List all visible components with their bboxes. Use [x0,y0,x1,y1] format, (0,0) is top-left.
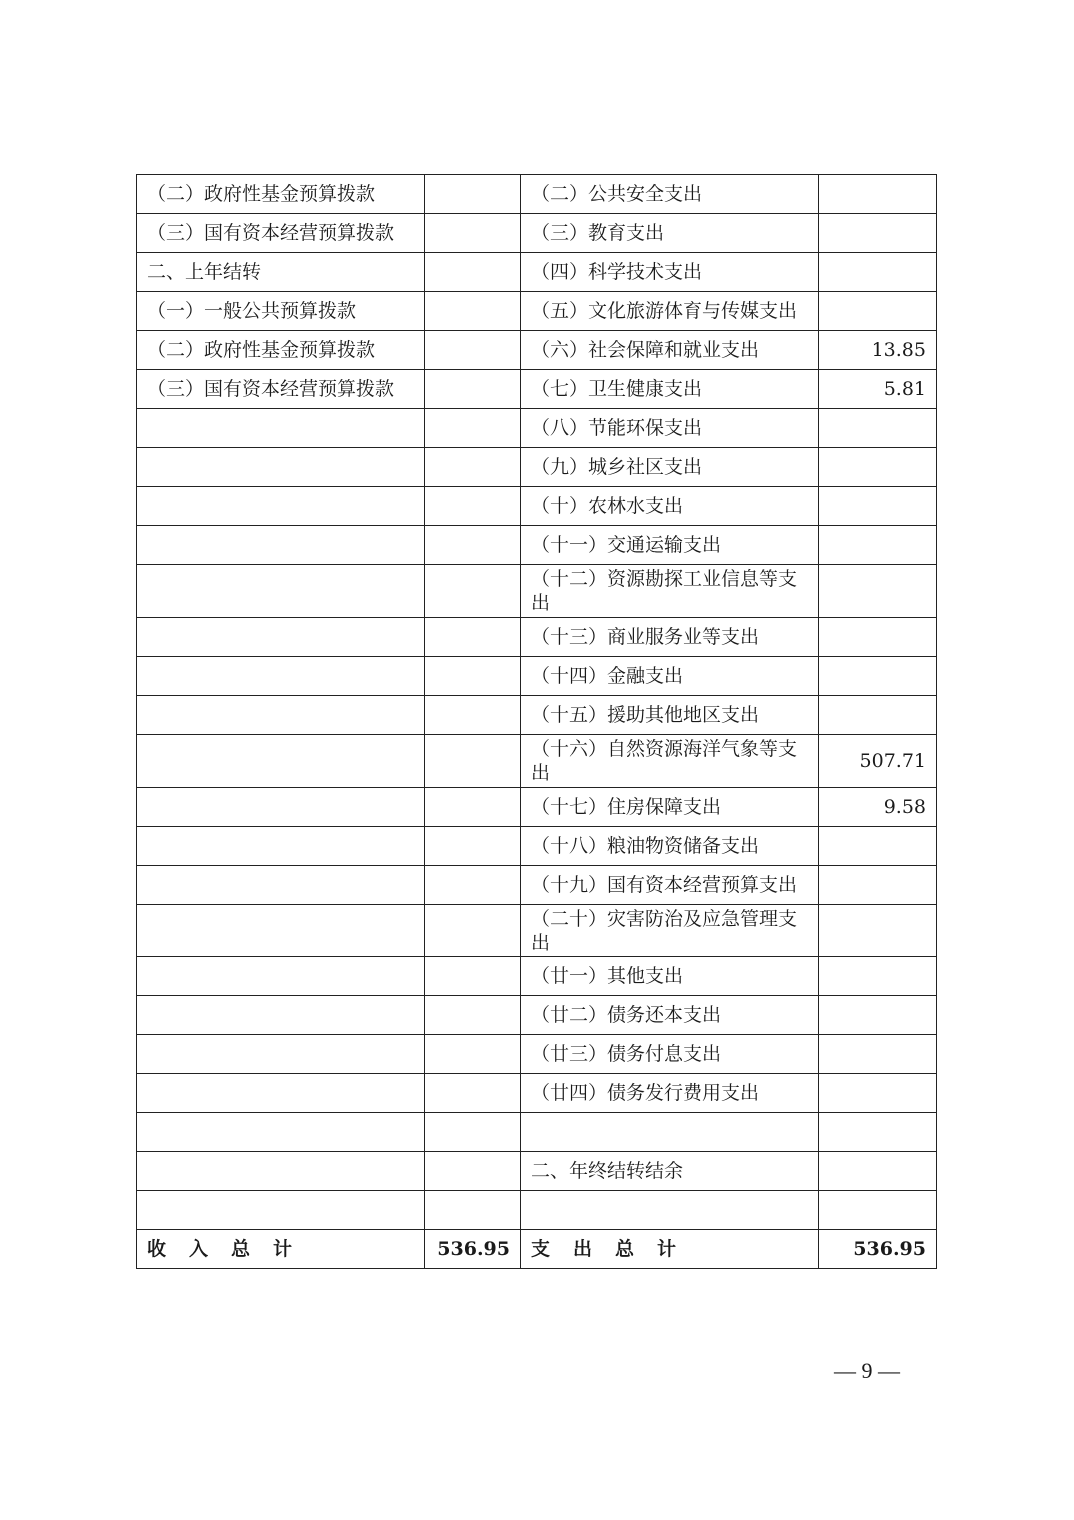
expense-item-cell: （二）公共安全支出 [521,175,819,214]
income-amount-cell [425,1191,521,1230]
table-row [137,370,937,409]
expense-item-cell: （十）农林水支出 [521,487,819,526]
income-amount-cell [425,788,521,827]
table-row [137,618,937,657]
income-amount-cell [425,370,521,409]
expense-amount-cell [819,1074,937,1113]
income-total-label: 收 入 总 计 [137,1230,425,1269]
table-row [137,253,937,292]
expense-amount-cell [819,175,937,214]
income-amount-cell [425,657,521,696]
expense-item-cell: （廿四）债务发行费用支出 [521,1074,819,1113]
income-amount-cell [425,214,521,253]
expense-amount-cell [819,292,937,331]
table-row [137,905,937,957]
income-item-cell [137,657,425,696]
expense-amount-cell [819,657,937,696]
expense-item-cell: （十二）资源勘探工业信息等支出 [521,565,819,618]
income-item-cell [137,996,425,1035]
table-row [137,735,937,788]
income-item-cell [137,1191,425,1230]
table-row [137,487,937,526]
income-item-cell [137,448,425,487]
expense-item-cell: （三）教育支出 [521,214,819,253]
expense-item-cell: 二、年终结转结余 [521,1152,819,1191]
income-item-cell [137,905,425,957]
expense-item-cell: （十七）住房保障支出 [521,788,819,827]
table-row [137,957,937,996]
income-amount-cell [425,696,521,735]
expense-amount-cell [819,696,937,735]
page-number: — 9 — [834,1358,900,1383]
income-amount-cell [425,1113,521,1152]
expense-amount-cell [819,866,937,905]
expense-amount-cell: 507.71 [819,735,937,788]
income-item-cell [137,1074,425,1113]
expense-amount-cell [819,905,937,957]
income-amount-cell [425,565,521,618]
income-item-cell: （一）一般公共预算拨款 [137,292,425,331]
income-item-cell: （二）政府性基金预算拨款 [137,331,425,370]
expense-item-cell [521,1191,819,1230]
table-row [137,1191,937,1230]
table-row [137,696,937,735]
table-row [137,1113,937,1152]
expense-item-cell: （十八）粮油物资储备支出 [521,827,819,866]
income-amount-cell [425,1035,521,1074]
income-item-cell [137,618,425,657]
income-amount-cell [425,866,521,905]
income-item-cell: （二）政府性基金预算拨款 [137,175,425,214]
budget-table [136,174,937,1269]
income-amount-cell [425,409,521,448]
expense-amount-cell [819,409,937,448]
income-amount-cell [425,618,521,657]
table-row [137,788,937,827]
table-row [137,866,937,905]
expense-item-cell: （五）文化旅游体育与传媒支出 [521,292,819,331]
income-total-amount: 536.95 [425,1230,521,1269]
expense-amount-cell [819,565,937,618]
totals-row [137,1230,937,1269]
table-row [137,657,937,696]
income-item-cell [137,526,425,565]
income-item-cell [137,1113,425,1152]
table-row [137,292,937,331]
income-item-cell [137,409,425,448]
expense-item-cell: （十一）交通运输支出 [521,526,819,565]
table-row [137,526,937,565]
table-row [137,827,937,866]
expense-amount-cell [819,448,937,487]
income-amount-cell [425,487,521,526]
income-item-cell: （三）国有资本经营预算拨款 [137,214,425,253]
expense-item-cell: （四）科学技术支出 [521,253,819,292]
expense-amount-cell [819,253,937,292]
expense-amount-cell [819,1191,937,1230]
income-item-cell [137,788,425,827]
table-row [137,1035,937,1074]
expense-amount-cell [819,487,937,526]
income-item-cell [137,827,425,866]
expense-amount-cell [819,996,937,1035]
income-item-cell: 二、上年结转 [137,253,425,292]
expense-item-cell [521,1113,819,1152]
table-row [137,1152,937,1191]
table-body [137,175,937,1269]
expense-item-cell: （十六）自然资源海洋气象等支出 [521,735,819,788]
expense-item-cell: （七）卫生健康支出 [521,370,819,409]
table-row [137,175,937,214]
table-row [137,214,937,253]
income-amount-cell [425,957,521,996]
income-amount-cell [425,292,521,331]
expense-amount-cell [819,214,937,253]
income-item-cell [137,487,425,526]
expense-amount-cell [819,618,937,657]
income-item-cell [137,1152,425,1191]
expense-item-cell: （二十）灾害防治及应急管理支出 [521,905,819,957]
income-amount-cell [425,905,521,957]
expense-amount-cell: 9.58 [819,788,937,827]
expense-amount-cell [819,827,937,866]
income-amount-cell [425,526,521,565]
income-amount-cell [425,827,521,866]
income-item-cell [137,957,425,996]
expense-amount-cell [819,1113,937,1152]
expense-item-cell: （十九）国有资本经营预算支出 [521,866,819,905]
income-item-cell [137,866,425,905]
expense-total-label: 支 出 总 计 [521,1230,819,1269]
table-row [137,409,937,448]
expense-amount-cell: 13.85 [819,331,937,370]
table-row [137,996,937,1035]
expense-item-cell: （十三）商业服务业等支出 [521,618,819,657]
expense-item-cell: （廿二）债务还本支出 [521,996,819,1035]
expense-item-cell: （八）节能环保支出 [521,409,819,448]
income-amount-cell [425,735,521,788]
expense-item-cell: （廿三）债务付息支出 [521,1035,819,1074]
income-amount-cell [425,253,521,292]
income-item-cell [137,1035,425,1074]
income-amount-cell [425,996,521,1035]
table-row [137,331,937,370]
expense-item-cell: （十五）援助其他地区支出 [521,696,819,735]
expense-amount-cell [819,1152,937,1191]
income-item-cell [137,696,425,735]
expense-total-amount: 536.95 [819,1230,937,1269]
expense-amount-cell [819,1035,937,1074]
table-row [137,1074,937,1113]
table-row [137,448,937,487]
income-amount-cell [425,1074,521,1113]
expense-amount-cell [819,526,937,565]
expense-item-cell: （九）城乡社区支出 [521,448,819,487]
expense-item-cell: （廿一）其他支出 [521,957,819,996]
income-amount-cell [425,448,521,487]
expense-amount-cell: 5.81 [819,370,937,409]
income-item-cell: （三）国有资本经营预算拨款 [137,370,425,409]
income-item-cell [137,565,425,618]
expense-item-cell: （六）社会保障和就业支出 [521,331,819,370]
income-amount-cell [425,175,521,214]
table-row [137,565,937,618]
income-amount-cell [425,331,521,370]
expense-item-cell: （十四）金融支出 [521,657,819,696]
income-amount-cell [425,1152,521,1191]
income-item-cell [137,735,425,788]
expense-amount-cell [819,957,937,996]
